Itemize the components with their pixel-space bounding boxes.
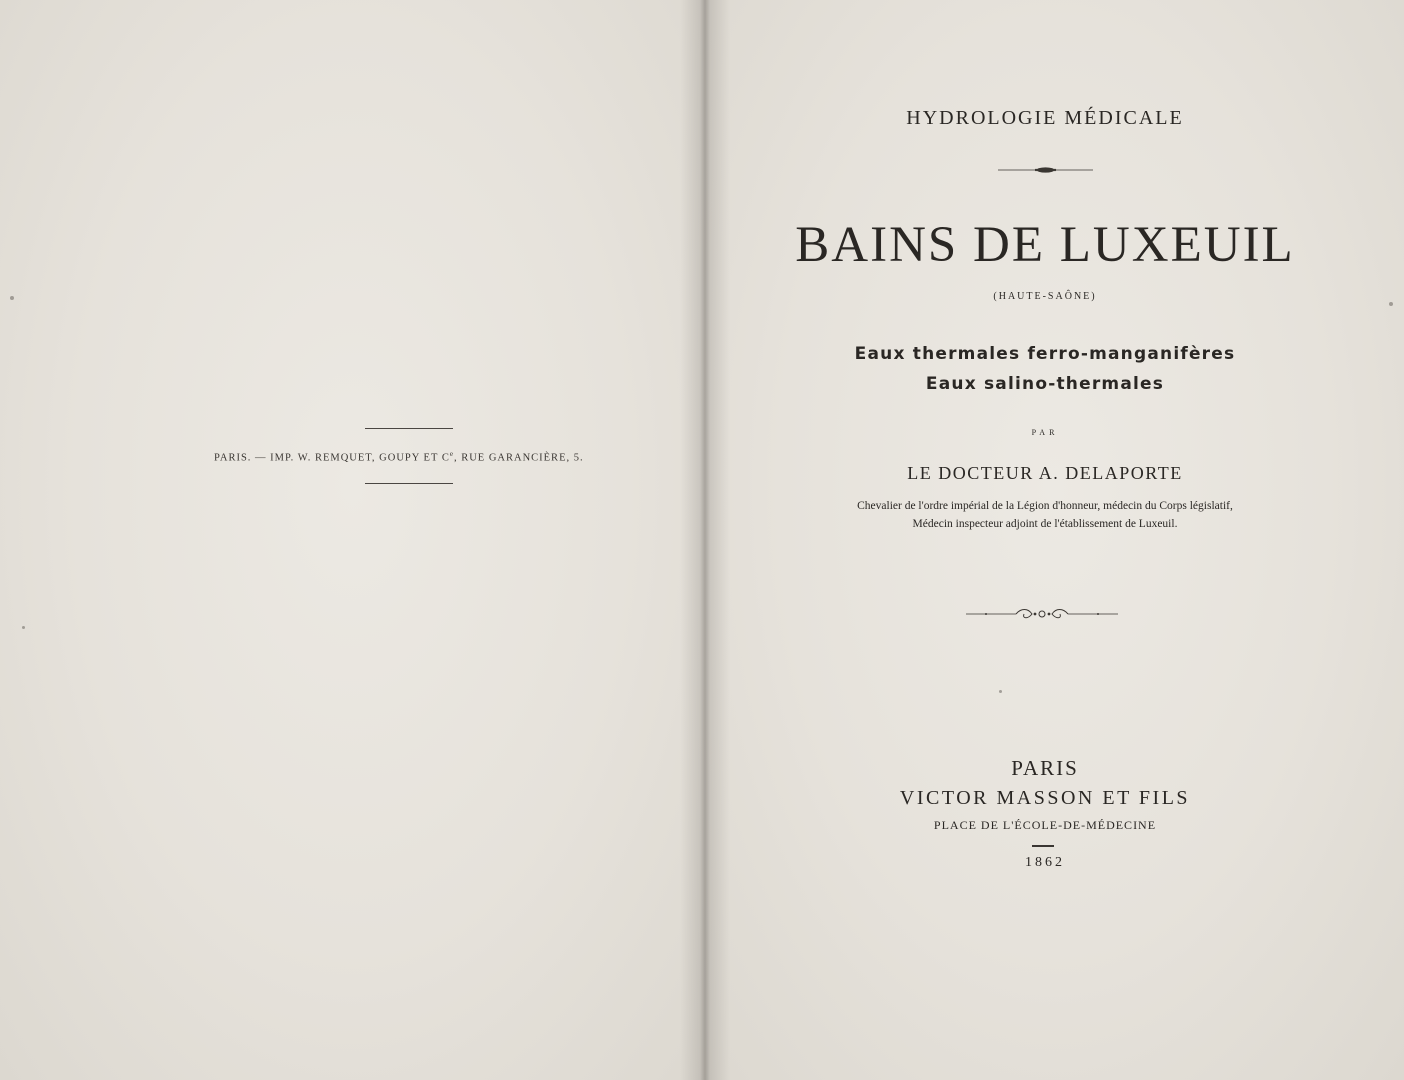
small-ornament-rule (998, 166, 1093, 174)
publisher-address: PLACE DE L'ÉCOLE-DE-MÉDECINE (933, 818, 1157, 832)
printer-imprint: PARIS. — IMP. W. REMQUET, GOUPY ET Ce, RUE GARANCIÈRE, 5. (214, 450, 584, 464)
paper-speck (22, 626, 25, 629)
right-page (704, 0, 1404, 1080)
by-label: PAR (1031, 428, 1059, 437)
paper-speck (1389, 302, 1393, 306)
publisher-name: VICTOR MASSON ET FILS (899, 787, 1191, 809)
imprint-bottom-rule (365, 483, 453, 484)
paper-speck (10, 296, 14, 300)
subtitle-line-1: Eaux thermales ferro-manganifères (854, 344, 1236, 364)
subtitle-line-2: Eaux salino-thermales (925, 374, 1165, 394)
author-credentials-line-1: Chevalier de l'ordre impérial de la Légion d'honneur, médecin du Corps législatif, (857, 500, 1233, 512)
book-title: BAINS DE LUXEUIL (795, 217, 1295, 273)
year-separator-rule (1032, 845, 1054, 847)
large-ornament-rule (966, 607, 1118, 621)
author-name: LE DOCTEUR A. DELAPORTE (907, 463, 1183, 483)
author-credentials-line-2: Médecin inspecteur adjoint de l'établissement de Luxeuil. (912, 518, 1178, 530)
publication-year: 1862 (1025, 855, 1065, 870)
region-subtitle: (HAUTE-SAÔNE) (993, 291, 1097, 302)
series-title: HYDROLOGIE MÉDICALE (906, 107, 1184, 129)
imprint-top-rule (365, 428, 453, 429)
paper-speck (999, 690, 1002, 693)
publication-city: PARIS (1011, 756, 1079, 780)
